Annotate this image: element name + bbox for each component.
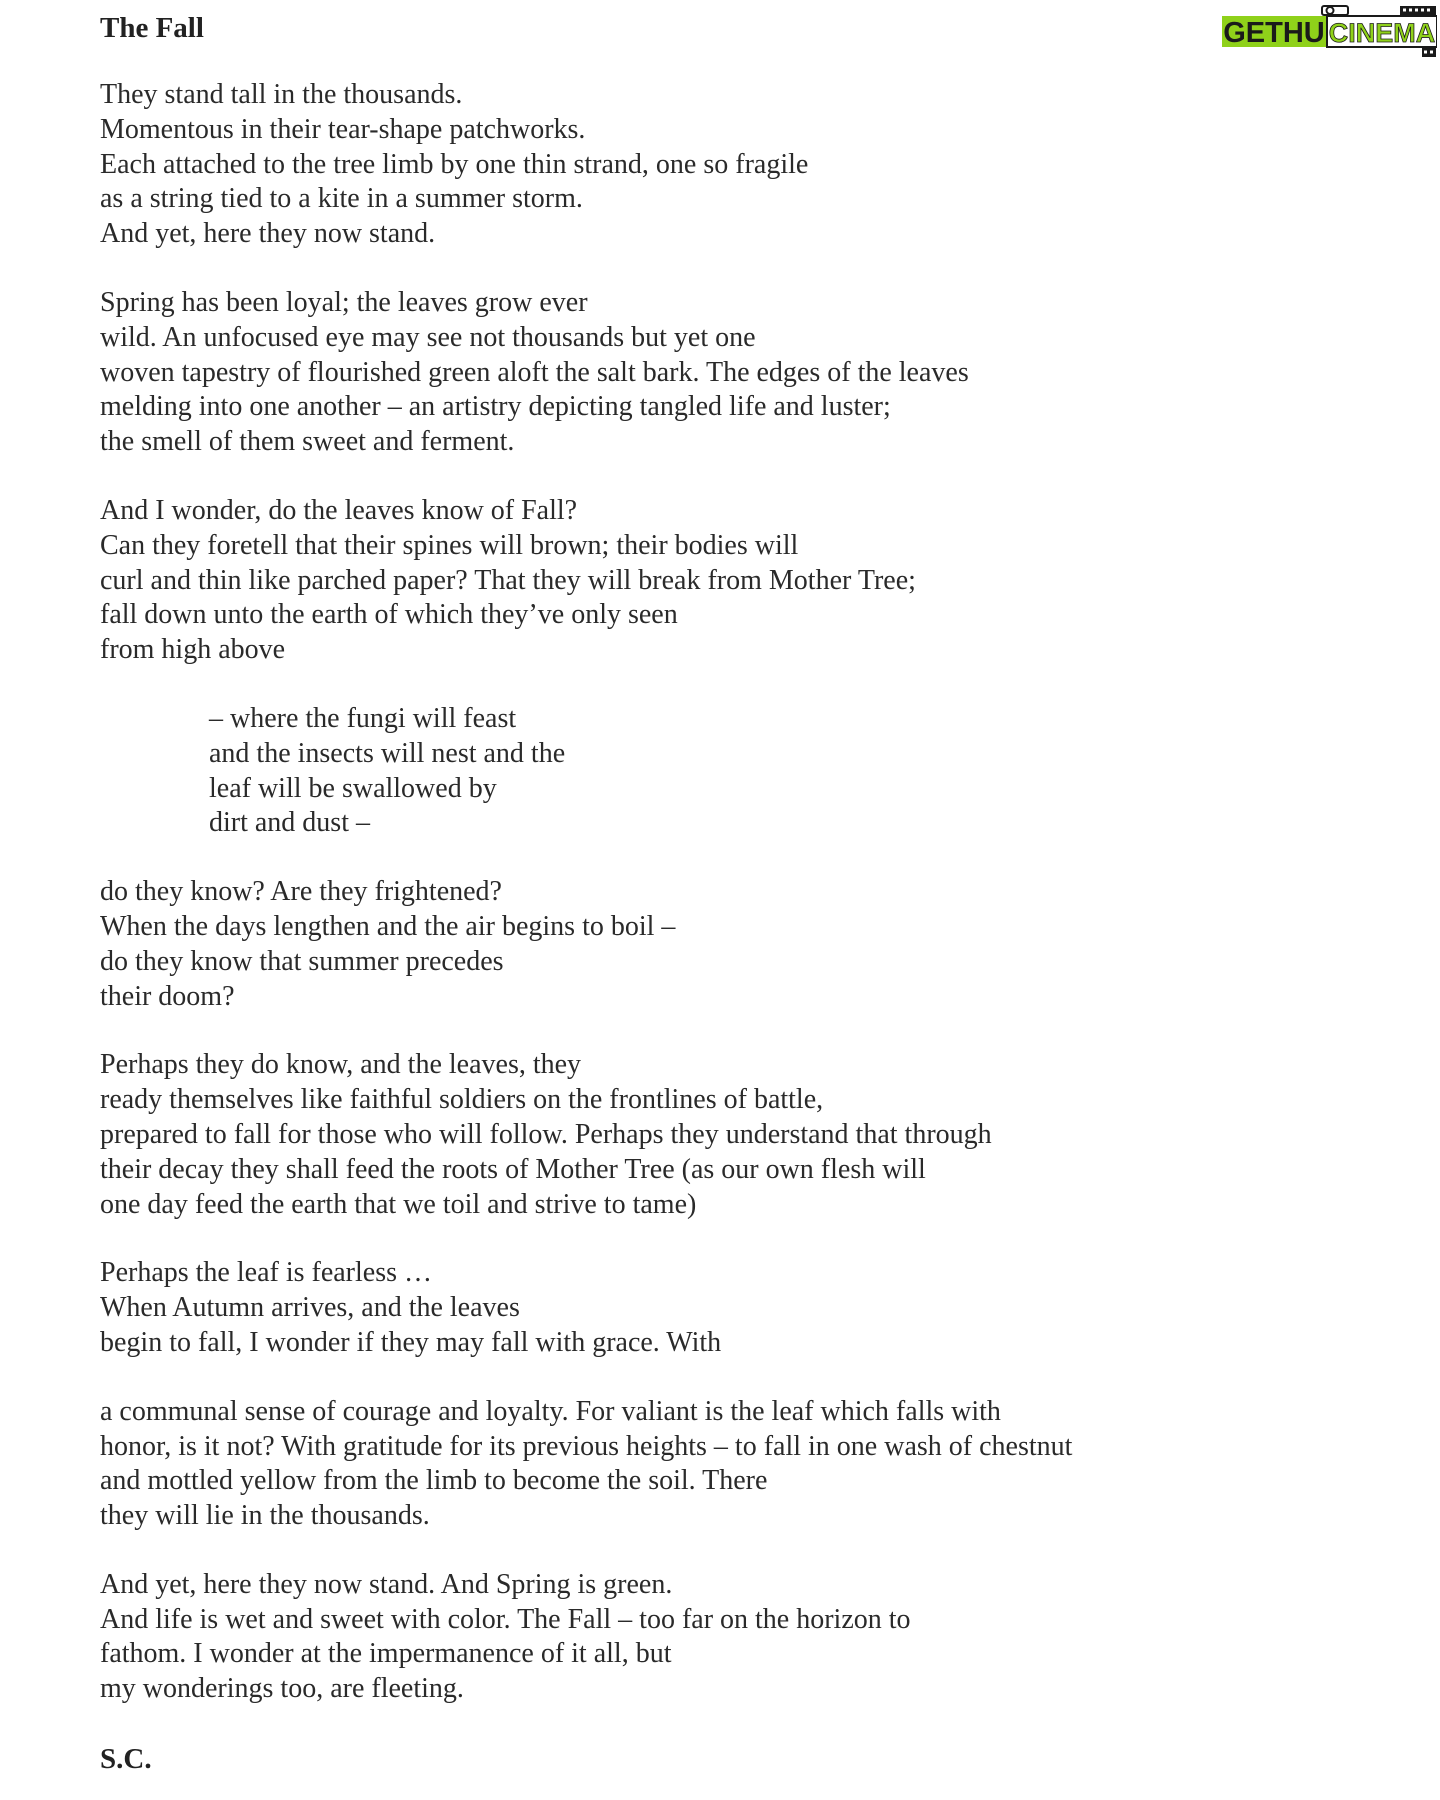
poem-line: And yet, here they now stand. xyxy=(100,218,436,250)
poem-title: The Fall xyxy=(100,12,204,44)
poem-line: honor, is it not? With gratitude for its previous heights – to fall in one wash of chestnut xyxy=(100,1430,1073,1462)
poem-stanza xyxy=(100,494,1300,668)
poem-line: Perhaps they do know, and the leaves, they xyxy=(100,1049,582,1081)
poem-line: do they know? Are they frightened? xyxy=(100,876,502,908)
author-signature: S.C. xyxy=(100,1743,152,1776)
poem-body xyxy=(100,78,1300,1707)
poem-line: from high above xyxy=(100,634,286,666)
poem-line: their doom? xyxy=(100,980,235,1012)
poem-line: woven tapestry of flourished green aloft the salt bark. The edges of the leaves xyxy=(100,356,969,388)
poem-line: And yet, here they now stand. And Spring is green. xyxy=(100,1568,673,1600)
poem-line: one day feed the earth that we toil and strive to tame) xyxy=(100,1188,697,1220)
poem-line: begin to fall, I wonder if they may fall with grace. With xyxy=(100,1326,722,1358)
poem-line: my wonderings too, are fleeting. xyxy=(100,1673,464,1705)
camera-icon xyxy=(1322,6,1348,15)
poem-line: – where the fungi will feast xyxy=(209,702,517,734)
poem-line: fathom. I wonder at the impermanence of it all, but xyxy=(100,1638,672,1670)
poem-line: do they know that summer precedes xyxy=(100,945,504,977)
poem-line: When Autumn arrives, and the leaves xyxy=(100,1292,520,1324)
poem-line: Momentous in their tear-shape patchworks. xyxy=(100,113,586,145)
poem-line: as a string tied to a kite in a summer storm. xyxy=(100,183,583,215)
poem-line: Each attached to the tree limb by one thin strand, one so fragile xyxy=(100,148,809,180)
poem-line: And life is wet and sweet with color. The Fall – too far on the horizon to xyxy=(100,1603,911,1635)
poem-line: Perhaps the leaf is fearless … xyxy=(100,1257,432,1289)
poem-line: and mottled yellow from the limb to become the soil. There xyxy=(100,1465,768,1497)
poem-line: When the days lengthen and the air begins to boil – xyxy=(100,910,676,942)
poem-stanza xyxy=(100,1568,1300,1707)
poem-line: a communal sense of courage and loyalty. For valiant is the leaf which falls with xyxy=(100,1395,1001,1427)
poem-line: Can they foretell that their spines will brown; their bodies will xyxy=(100,529,799,561)
poem-line: dirt and dust – xyxy=(209,807,370,839)
poem-line: fall down unto the earth of which they’ve only seen xyxy=(100,599,678,631)
poem-line: they will lie in the thousands. xyxy=(100,1500,430,1532)
poem-line: their decay they shall feed the roots of Mother Tree (as our own flesh will xyxy=(100,1153,926,1185)
poem-line: Spring has been loyal; the leaves grow ever xyxy=(100,286,588,318)
poem-stanza-indented xyxy=(209,702,1300,841)
poem-line: They stand tall in the thousands. xyxy=(100,79,463,110)
poem-line: And I wonder, do the leaves know of Fall? xyxy=(100,494,578,526)
poem-page xyxy=(100,10,1300,1777)
gethu-cinema-logo xyxy=(1222,4,1437,60)
poem-stanza xyxy=(100,286,1300,460)
poem-line: and the insects will nest and the xyxy=(209,737,566,769)
poem-line: ready themselves like faithful soldiers on the frontlines of battle, xyxy=(100,1084,824,1116)
poem-stanza xyxy=(100,1395,1300,1534)
poem-stanza xyxy=(100,875,1300,1014)
logo-text-right: CINEMA xyxy=(1328,18,1436,48)
poem-line: prepared to fall for those who will follow. Perhaps they understand that through xyxy=(100,1118,992,1150)
poem-stanza xyxy=(100,1256,1300,1360)
poem-line: leaf will be swallowed by xyxy=(209,772,497,804)
poem-line: curl and thin like parched paper? That they will break from Mother Tree; xyxy=(100,564,916,596)
poem-line: wild. An unfocused eye may see not thousands but yet one xyxy=(100,321,756,353)
poem-line: melding into one another – an artistry depicting tangled life and luster; xyxy=(100,391,891,423)
poem-stanza xyxy=(100,1048,1300,1222)
poem-line: the smell of them sweet and ferment. xyxy=(100,426,515,458)
logo-text-left: GETHU xyxy=(1223,17,1325,49)
poem-stanza xyxy=(100,78,1300,252)
